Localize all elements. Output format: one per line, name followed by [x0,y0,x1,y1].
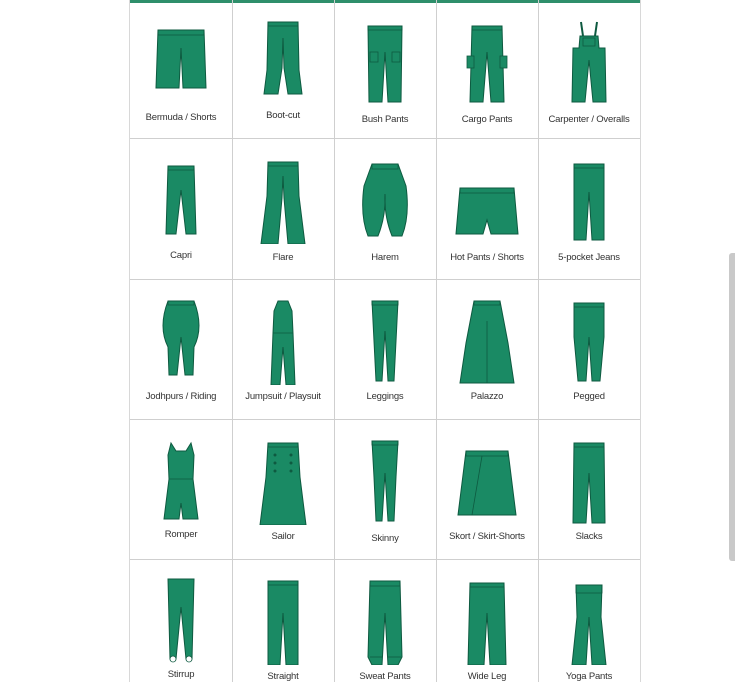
skinny-pants-icon [350,437,420,525]
garment-cell [538,279,640,417]
garment-cell [130,419,232,557]
stirrup-pants-icon [146,577,216,665]
garment-label: Cargo Pants [461,114,513,125]
garment-label: Hot Pants / Shorts [450,252,524,263]
jeans-icon [554,156,624,244]
garment-cell [130,279,232,417]
garment-label: Yoga Pants [565,671,613,682]
straight-pants-icon [248,577,318,665]
garment-cell [334,0,436,138]
garment-label: Romper [164,529,198,540]
garment-label: Capri [170,250,192,261]
garment-label: Jumpsuit / Playsuit [245,391,321,402]
pegged-pants-icon [554,297,624,385]
garment-label: 5-pocket Jeans [558,252,620,263]
garment-label: Straight [267,671,299,682]
garment-label: Skinny [371,533,399,544]
jumpsuit-icon [248,297,318,385]
garment-cell [130,138,232,276]
garment-cell [232,279,334,417]
garment-cell [538,138,640,276]
garment-cell [334,559,436,697]
garment-cell [232,419,334,557]
capri-pants-icon [146,156,216,244]
leggings-icon [350,297,420,385]
garment-label: Slacks [575,531,603,542]
garment-label: Boot-cut [266,110,300,121]
bootcut-pants-icon [248,18,318,106]
garment-label: Leggings [366,391,404,402]
scrollbar-thumb[interactable] [729,253,735,561]
garment-cell [130,0,232,138]
garment-label: Wide Leg [467,671,507,682]
garment-cell [436,559,538,697]
garment-cell [436,279,538,417]
garment-label: Pegged [573,391,605,402]
garment-cell [538,419,640,557]
hot-pants-icon [452,156,522,244]
pants-style-chart [129,0,641,682]
cargo-pants-icon [452,18,522,106]
garment-label: Jodhpurs / Riding [145,391,217,402]
garment-cell [538,0,640,138]
garment-label: Bermuda / Shorts [145,112,217,123]
garment-cell [232,0,334,138]
overalls-icon [554,18,624,106]
garment-cell [334,419,436,557]
yoga-pants-icon [554,577,624,665]
garment-label: Skort / Skirt-Shorts [449,531,525,542]
flare-pants-icon [248,156,318,244]
garment-label: Sailor [271,531,295,542]
garment-cell [334,279,436,417]
garment-cell [538,559,640,697]
garment-label: Carpenter / Overalls [548,114,630,125]
garment-cell [232,138,334,276]
slacks-icon [554,437,624,525]
jodhpurs-icon [146,297,216,385]
garment-cell [436,138,538,276]
garment-cell [130,559,232,697]
wide-leg-pants-icon [452,577,522,665]
garment-label: Stirrup [167,669,195,680]
garment-cell [232,559,334,697]
sailor-pants-icon [248,437,318,525]
sweat-pants-icon [350,577,420,665]
garment-label: Bush Pants [361,114,409,125]
garment-label: Sweat Pants [359,671,411,682]
romper-icon [146,437,216,525]
garment-label: Flare [272,252,294,263]
bush-pants-icon [350,18,420,106]
garment-cell [436,419,538,557]
garment-label: Harem [371,252,399,263]
harem-pants-icon [350,156,420,244]
palazzo-pants-icon [452,297,522,385]
skort-icon [452,437,522,525]
garment-cell [334,138,436,276]
shorts-icon [146,18,216,106]
garment-label: Palazzo [470,391,504,402]
garment-cell [436,0,538,138]
